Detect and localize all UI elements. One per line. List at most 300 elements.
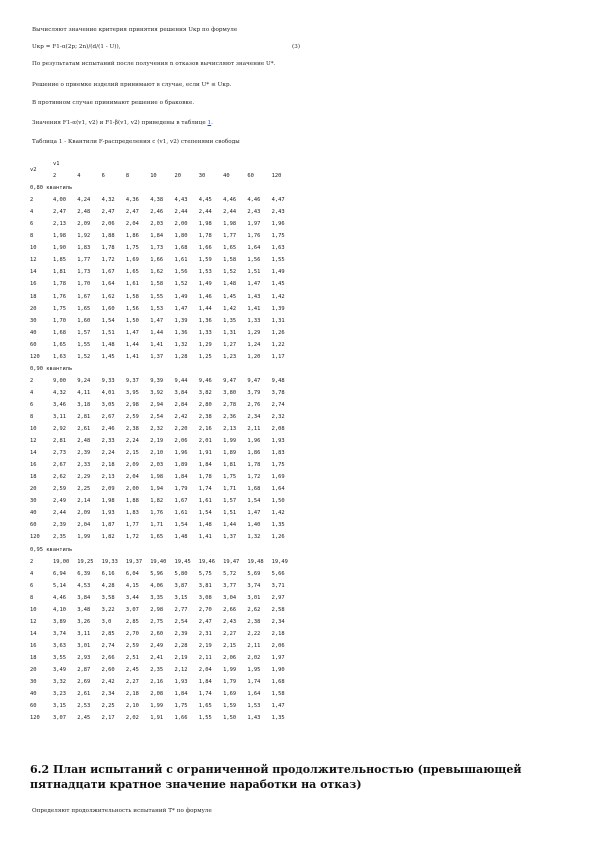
table-row [30, 278, 296, 290]
table-cell: 1,37 [150, 353, 164, 360]
table-cell: 3,63 [53, 642, 66, 649]
table-cell: 1,24 [247, 341, 261, 348]
table-cell: 2,02 [247, 654, 261, 661]
table-cell: 2,39 [53, 522, 66, 529]
table-cell: 1,57 [77, 329, 91, 336]
v2-value: 20 [30, 486, 37, 493]
table-cell: 5,14 [53, 582, 66, 589]
table-cell: 1,89 [174, 462, 188, 469]
table-cell: 2,81 [53, 438, 66, 445]
table-cell: 3,89 [53, 618, 66, 625]
table-cell: 1,27 [223, 341, 237, 348]
table-row [30, 640, 296, 652]
table-cell: 2,20 [174, 426, 188, 433]
table-row [30, 206, 296, 218]
table-cell: 2,74 [271, 401, 285, 408]
table-cell: 1,54 [247, 498, 261, 505]
table-cell: 1,62 [101, 293, 115, 300]
table-row [30, 339, 296, 351]
table-cell: 1,65 [77, 305, 91, 312]
table-cell: 3,77 [223, 582, 237, 589]
table-cell: 1,96 [174, 450, 188, 457]
table-row [30, 580, 296, 592]
table-cell: 2,85 [125, 618, 139, 625]
table-cell: 3,84 [174, 389, 188, 396]
table-cell: 1,40 [247, 522, 261, 529]
table-cell: 1,65 [53, 341, 66, 348]
table-cell: 2,24 [101, 450, 115, 457]
table-cell: 1,74 [247, 679, 261, 686]
table-cell: 2,84 [174, 401, 188, 408]
table-cell: 1,86 [247, 450, 261, 457]
table-cell: 3,48 [77, 606, 91, 613]
table-cell: 9,48 [271, 377, 285, 384]
table-cell: 4,46 [247, 197, 261, 204]
v2-value: 8 [30, 233, 34, 240]
table-cell: 1,35 [271, 715, 285, 722]
table-cell: 1,75 [125, 245, 139, 252]
table-cell: 1,55 [77, 341, 91, 348]
table-cell: 1,64 [247, 245, 261, 252]
table-cell: 1,51 [247, 269, 261, 276]
table-cell: 1,73 [77, 269, 91, 276]
table-cell: 2,42 [101, 679, 115, 686]
table-cell: 19,47 [223, 558, 240, 565]
table-cell: 3,07 [53, 715, 66, 722]
v1-value: 30 [198, 173, 206, 180]
table-cell: 1,68 [247, 486, 261, 493]
table-cell: 1,53 [198, 269, 212, 276]
table-cell: 2,43 [223, 618, 237, 625]
table-cell: 1,80 [174, 233, 188, 240]
table-cell: 2,76 [247, 401, 261, 408]
table-cell: 5,96 [150, 570, 164, 577]
table-cell: 1,31 [271, 317, 285, 324]
table-row [30, 712, 296, 724]
table-cell: 1,39 [271, 305, 285, 312]
table-cell: 2,43 [247, 209, 261, 216]
table-cell: 3,0 [101, 618, 112, 625]
table-cell: 2,39 [174, 630, 188, 637]
table-cell: 2,48 [77, 209, 91, 216]
table-cell: 2,06 [174, 438, 188, 445]
table-cell: 2,47 [125, 209, 139, 216]
table-cell: 9,33 [101, 377, 115, 384]
table-row [30, 531, 296, 543]
table-cell: 19,37 [125, 558, 143, 565]
table-cell: 1,99 [77, 534, 91, 541]
table-cell: 3,49 [53, 666, 66, 673]
table-cell: 1,51 [101, 329, 115, 336]
table-cell: 1,47 [125, 329, 139, 336]
table-reference-line [32, 120, 213, 126]
table-cell: 2,70 [198, 606, 212, 613]
table-cell: 1,25 [198, 353, 212, 360]
table-cell: 2,12 [174, 666, 188, 673]
table-row [30, 399, 296, 411]
table-cell: 1,59 [198, 257, 212, 264]
table-cell: 1,31 [223, 329, 237, 336]
empty-cell [150, 158, 174, 170]
table-cell: 2,32 [271, 414, 285, 420]
table-cell: 2,02 [125, 715, 139, 722]
v2-value: 2 [30, 558, 34, 565]
table-cell: 1,35 [223, 317, 237, 324]
table-cell: 2,59 [125, 642, 139, 649]
table-cell: 4,45 [198, 197, 212, 204]
table-cell: 1,90 [271, 666, 285, 673]
table-cell: 3,95 [125, 389, 139, 396]
table-cell: 1,72 [125, 534, 139, 541]
table-cell: 2,31 [198, 630, 212, 637]
table-cell: 1,44 [223, 522, 237, 529]
table-cell: 2,32 [150, 426, 164, 433]
table-cell: 2,33 [77, 462, 91, 469]
table-cell: 2,15 [125, 450, 139, 457]
table-cell: 1,42 [271, 510, 285, 517]
table-cell: 2,27 [223, 630, 237, 637]
table-cell: 2,45 [125, 666, 139, 673]
table-cell: 1,55 [150, 293, 164, 300]
table-cell: 2,98 [125, 401, 139, 408]
table-cell: 1,97 [271, 654, 285, 661]
table-cell: 1,71 [150, 522, 164, 529]
f-distribution-table [30, 158, 296, 724]
table-cell: 1,33 [247, 317, 261, 324]
table-cell: 3,01 [247, 594, 261, 601]
table-cell: 1,82 [101, 534, 115, 541]
table-cell: 1,98 [198, 221, 212, 228]
table-cell: 1,66 [198, 245, 212, 252]
table-cell: 2,60 [101, 666, 115, 673]
table-cell: 2,19 [198, 642, 212, 649]
table-cell: 1,32 [247, 534, 261, 541]
table-cell: 2,49 [53, 498, 66, 505]
table-cell: 2,28 [174, 642, 188, 649]
table-cell: 2,51 [125, 654, 139, 661]
table-cell: 2,04 [198, 666, 212, 673]
table-cell: 2,18 [101, 462, 115, 469]
table-cell: 1,47 [271, 703, 285, 710]
table-row [30, 375, 296, 387]
table-cell: 2,09 [77, 510, 91, 517]
table-cell: 19,45 [174, 558, 191, 565]
table-cell: 2,08 [150, 691, 164, 698]
quantile-section-row [30, 544, 296, 556]
table-cell: 1,60 [77, 317, 91, 324]
table-row [30, 507, 296, 519]
table-cell: 9,24 [77, 377, 91, 384]
table-cell: 1,84 [198, 679, 212, 686]
v2-value: 18 [30, 474, 37, 481]
table-cell: 1,93 [271, 438, 285, 445]
table-cell: 1,45 [223, 293, 237, 300]
table-cell: 1,26 [271, 534, 285, 541]
table-cell: 1,68 [174, 245, 188, 252]
empty-cell [174, 158, 198, 170]
table-cell: 1,72 [101, 257, 115, 264]
table-cell: 5,75 [198, 570, 212, 577]
table-cell: 6,16 [101, 570, 115, 577]
table-cell: 3,74 [247, 582, 261, 589]
v2-value: 6 [30, 221, 34, 228]
v1-value: 8 [125, 173, 130, 180]
table-cell: 1,88 [101, 233, 115, 240]
table-cell: 2,58 [271, 606, 285, 613]
v2-value: 30 [30, 498, 37, 505]
v2-value: 12 [30, 618, 37, 625]
table-cell: 4,00 [53, 197, 66, 204]
table-cell: 1,36 [198, 317, 212, 324]
table-cell: 2,13 [53, 221, 66, 228]
table-reference-text: Значения F1-α(v1, v2) и F1-β(v1, v2) приведены в таблице [32, 120, 206, 126]
empty-cell [77, 158, 101, 170]
table-cell: 1,69 [223, 691, 237, 698]
table-cell: 1,63 [271, 245, 285, 252]
table-cell: 2,77 [174, 606, 188, 613]
table-cell: 9,00 [53, 377, 66, 384]
table-cell: 3,32 [53, 679, 66, 686]
table-cell: 2,80 [198, 401, 212, 408]
table-cell: 1,55 [271, 257, 285, 264]
table-row [30, 291, 296, 303]
table-cell: 2,03 [150, 221, 164, 228]
table-cell: 2,60 [150, 630, 164, 637]
table-cell: 1,56 [125, 305, 139, 312]
table-cell: 2,75 [150, 618, 164, 625]
table-cell: 1,44 [125, 341, 139, 348]
table-cell: 1,66 [174, 715, 188, 722]
v2-value: 8 [30, 594, 34, 601]
table-cell: 19,33 [101, 558, 118, 565]
quantile-label: 0,95 квантиль [30, 546, 73, 553]
table-cell: 2,92 [53, 426, 66, 433]
table-cell: 2,70 [125, 630, 139, 637]
table-cell: 1,56 [174, 269, 188, 276]
table-cell: 4,32 [101, 197, 115, 204]
table-cell: 2,43 [271, 209, 285, 216]
table-cell: 1,42 [271, 293, 285, 300]
table-cell: 1,53 [150, 305, 164, 312]
table-cell: 4,38 [150, 197, 164, 204]
table-cell: 2,44 [174, 209, 188, 216]
intro-line-1: Вычисляют значение критерия принятия решения Uкр по формуле [32, 27, 238, 33]
table-cell: 1,47 [247, 281, 261, 288]
empty-cell [272, 158, 296, 170]
table-cell: 1,48 [174, 534, 188, 541]
table-cell: 4,01 [101, 389, 115, 396]
table-cell: 2,22 [247, 630, 261, 637]
table-cell: 2,27 [125, 679, 139, 686]
table-cell: 1,77 [125, 522, 139, 529]
table-cell: 2,54 [150, 414, 164, 420]
table-row [30, 604, 296, 616]
table-cell: 1,48 [101, 341, 115, 348]
table-row [30, 327, 296, 339]
v1-values-row [30, 170, 296, 182]
table-cell: 1,52 [174, 281, 188, 288]
table-cell: 3,11 [77, 630, 91, 637]
v2-value: 120 [30, 534, 40, 541]
table-cell: 1,79 [223, 679, 237, 686]
table-cell: 1,22 [271, 341, 285, 348]
table-cell: 4,24 [77, 197, 91, 204]
table-cell: 2,59 [125, 414, 139, 420]
table-cell: 1,67 [77, 293, 91, 300]
v2-value: 60 [30, 522, 37, 529]
v2-value: 30 [30, 679, 37, 686]
table-cell: 1,45 [101, 353, 115, 360]
table-cell: 1,66 [150, 257, 164, 264]
table-cell: 5,69 [247, 570, 261, 577]
table-cell: 1,68 [271, 679, 285, 686]
table-cell: 1,52 [77, 353, 91, 360]
v2-value: 12 [30, 438, 37, 445]
table-cell: 1,61 [174, 257, 188, 264]
table-cell: 1,61 [125, 281, 139, 288]
v2-value: 10 [30, 245, 37, 252]
table-cell: 1,29 [198, 341, 212, 348]
table-cell: 1,99 [150, 703, 164, 710]
table-cell: 2,78 [223, 401, 237, 408]
table-cell: 1,95 [247, 666, 261, 673]
table-cell: 1,83 [271, 450, 285, 457]
v2-value: 6 [30, 582, 34, 589]
table-cell: 4,15 [125, 582, 139, 589]
table-row [30, 459, 296, 471]
table-cell: 1,28 [174, 353, 188, 360]
table-row [30, 315, 296, 327]
table-row [30, 688, 296, 700]
table-cell: 2,66 [223, 606, 237, 613]
table-row [30, 495, 296, 507]
table-cell: 2,16 [150, 679, 164, 686]
table-cell: 2,87 [77, 666, 91, 673]
table-cell: 1,48 [223, 281, 237, 288]
table-cell: 3,87 [174, 582, 188, 589]
table-cell: 2,29 [77, 474, 91, 481]
table-cell: 1,71 [223, 486, 237, 493]
table-cell: 3,55 [53, 654, 66, 661]
table-cell: 1,98 [223, 221, 237, 228]
table-cell: 2,25 [77, 486, 91, 493]
table-cell: 2,09 [125, 462, 139, 469]
table-cell: 2,53 [77, 703, 91, 710]
table-cell: 2,46 [101, 426, 115, 433]
table-cell: 2,09 [101, 486, 115, 493]
table-cell: 1,70 [53, 317, 66, 324]
table-row [30, 303, 296, 315]
table-cell: 1,58 [223, 257, 237, 264]
table-cell: 4,06 [150, 582, 164, 589]
table-cell: 1,74 [198, 691, 212, 698]
table-cell: 1,98 [101, 498, 115, 505]
table-cell: 4,53 [77, 582, 91, 589]
v2-value: 40 [30, 329, 37, 336]
table-cell: 1,82 [150, 498, 164, 505]
table-cell: 2,49 [150, 642, 164, 649]
table-cell: 3,58 [101, 594, 115, 601]
table-caption: Таблица 1 - Квантили F-распределения с (v1, v2) степенями свободы [32, 139, 240, 145]
v2-value: 120 [30, 715, 40, 722]
table-row [30, 254, 296, 266]
v2-value: 20 [30, 666, 37, 673]
v2-value: 30 [30, 317, 37, 324]
table-cell: 1,45 [271, 281, 285, 288]
table-cell: 1,60 [101, 305, 115, 312]
table-cell: 3,81 [198, 582, 212, 589]
table-cell: 2,00 [125, 486, 139, 493]
v2-value: 40 [30, 691, 37, 698]
empty-cell [126, 158, 150, 170]
table-cell: 2,04 [125, 474, 139, 481]
table-row [30, 242, 296, 254]
table-cell: 1,49 [198, 281, 212, 288]
table-cell: 1,58 [125, 293, 139, 300]
table-cell: 2,34 [247, 414, 261, 420]
table-cell: 1,42 [223, 305, 237, 312]
table-cell: 1,51 [223, 510, 237, 517]
table-cell: 1,53 [247, 703, 261, 710]
table-cell: 2,03 [150, 462, 164, 469]
table-cell: 1,65 [125, 269, 139, 276]
table-cell: 2,59 [53, 486, 66, 493]
table-cell: 1,75 [223, 474, 237, 481]
table-cell: 1,57 [223, 498, 237, 505]
table-cell: 4,36 [125, 197, 139, 204]
table-cell: 3,07 [125, 606, 139, 613]
v2-value: 8 [30, 414, 34, 420]
table-cell: 2,85 [101, 630, 115, 637]
table-reference-link[interactable]: 1 [207, 120, 212, 126]
table-cell: 1,84 [174, 474, 188, 481]
table-cell: 1,73 [150, 245, 164, 252]
table-cell: 2,35 [53, 534, 66, 541]
table-cell: 9,44 [174, 377, 188, 384]
table-cell: 2,38 [247, 618, 261, 625]
table-cell: 2,06 [223, 654, 237, 661]
table-cell: 1,96 [247, 438, 261, 445]
table-cell: 1,59 [223, 703, 237, 710]
table-cell: 1,43 [247, 715, 261, 722]
v2-value: 2 [30, 197, 34, 204]
table-cell: 1,35 [271, 522, 285, 529]
table-cell: 2,47 [53, 209, 66, 216]
table-cell: 6,94 [53, 570, 66, 577]
table-cell: 1,98 [150, 474, 164, 481]
table-cell: 2,16 [198, 426, 212, 433]
table-row [30, 700, 296, 712]
table-cell: 2,67 [53, 462, 66, 469]
table-cell: 1,98 [53, 233, 66, 240]
table-cell: 3,01 [77, 642, 91, 649]
v2-value: 60 [30, 703, 37, 710]
table-cell: 1,29 [247, 329, 261, 336]
table-cell: 2,74 [101, 642, 115, 649]
table-cell: 1,69 [271, 474, 285, 481]
table-cell: 2,24 [125, 438, 139, 445]
table-cell: 5,72 [223, 570, 237, 577]
table-cell: 3,22 [101, 606, 115, 613]
table-cell: 1,32 [174, 341, 188, 348]
table-cell: 1,75 [271, 462, 285, 469]
v1-value: 6 [101, 173, 105, 180]
table-cell: 2,93 [77, 654, 91, 661]
table-cell: 1,90 [53, 245, 66, 252]
table-cell: 2,10 [125, 703, 139, 710]
intro-line-5: В противном случае принимают решение о браковке. [32, 100, 195, 106]
table-cell: 3,84 [77, 594, 91, 601]
